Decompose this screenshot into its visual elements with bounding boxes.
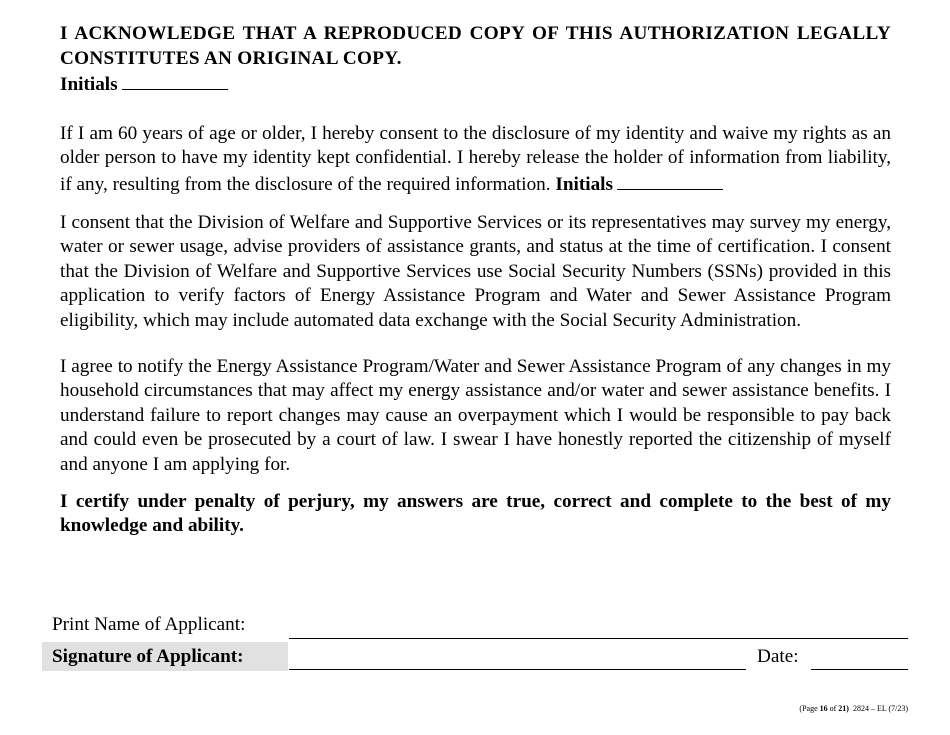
agree-paragraph: I agree to notify the Energy Assistance Program/Water and Sewer Assistance Program of any changes in my household circumstances that may affect my energy assistance and/or water and sewer assistance benefits. I understand failure to report changes may cause an overpayment which I would be responsible to pay back and could even be prosecuted by a court of law. I swear I have honestly reported the citizenship of myself and anyone I am applying for. (60, 355, 891, 475)
signature-row (42, 642, 908, 672)
page-prefix: (Page (799, 704, 818, 713)
page-footer (799, 704, 908, 713)
page-of: of (829, 704, 837, 713)
page-number: 16 (819, 704, 828, 713)
signature-field[interactable] (289, 669, 746, 670)
print-name-label: Print Name of Applicant: (52, 614, 246, 635)
print-name-row (42, 612, 908, 642)
consent-paragraph: I consent that the Division of Welfare and Supportive Services or its representatives may survey my energy, water or sewer usage, advise providers of assistance grants, and status at the time of certification. I consent that the Division of Welfare and Supportive Services use Social Security Numbers (SSNs) provided in this application to verify factors of Energy Assistance Program and Water and Sewer Assistance Program eligibility, which may include automated data exchange with the Social Security Administration. (60, 211, 891, 331)
form-id: 2824 – EL (7/23) (852, 704, 908, 713)
acknowledgement-initials (60, 71, 891, 98)
older-person-text: If I am 60 years of age or older, I hereby consent to the disclosure of my identity and waive my rights as an older person to have my identity kept confidential. I hereby release the holder of information from liability, if any, resulting from the disclosure of the required information. (60, 122, 891, 195)
date-label: Date: (757, 646, 799, 667)
initials-label: Initials (555, 173, 613, 195)
signature-label: Signature of Applicant: (52, 646, 244, 667)
form-body (60, 22, 891, 539)
print-name-field[interactable] (289, 638, 908, 639)
certification-statement: I certify under penalty of perjury, my answers are true, correct and complete to the best of my knowledge and ability. (60, 490, 891, 537)
date-field[interactable] (811, 669, 908, 670)
initials-label: Initials (60, 74, 118, 96)
page-total: 21) (838, 704, 849, 713)
spacer (60, 98, 891, 122)
older-person-paragraph (60, 122, 891, 198)
acknowledgement-heading: I ACKNOWLEDGE THAT A REPRODUCED COPY OF THIS AUTHORIZATION LEGALLY CONSTITUTES AN ORIGINAL COPY. (60, 23, 891, 69)
initials-field[interactable] (617, 171, 723, 190)
initials-field[interactable] (122, 71, 228, 90)
